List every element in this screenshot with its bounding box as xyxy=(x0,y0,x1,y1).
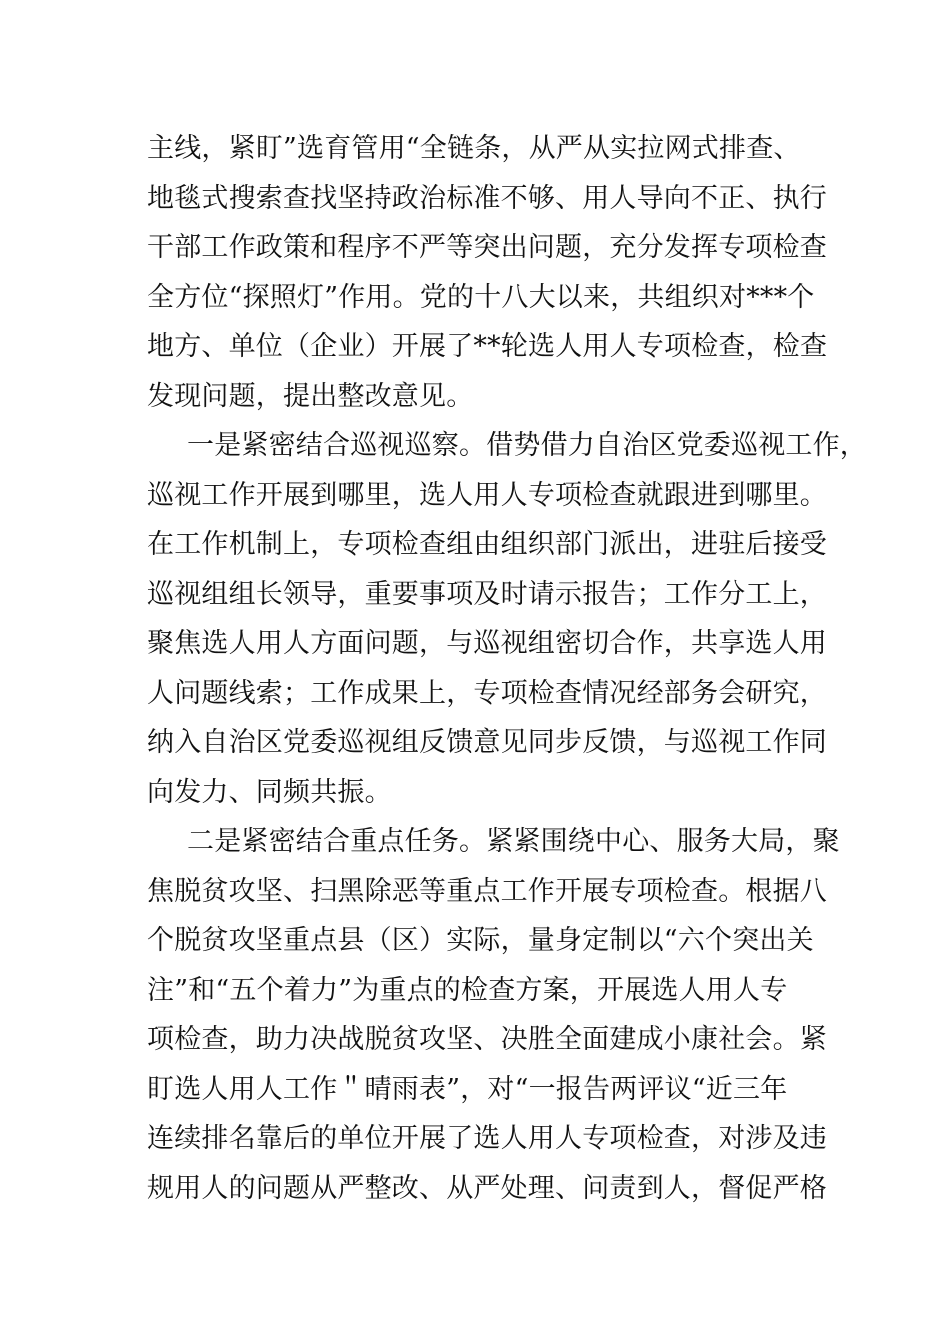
text-line: 干部工作政策和程序不严等突出问题，充分发挥专项检查 xyxy=(147,232,827,263)
text-line: 在工作机制上，专项检查组由组织部门派出，进驻后接受 xyxy=(147,529,827,560)
text-line: 全方位“探照灯”作用。党的十八大以来，共组织对***个 xyxy=(147,281,815,313)
document-body xyxy=(147,124,867,1213)
text-line: 纳入自治区党委巡视组反馈意见同步反馈，与巡视工作同 xyxy=(147,727,827,758)
text-line: 巡视工作开展到哪里，选人用人专项检查就跟进到哪里。 xyxy=(147,479,827,511)
text-line: 聚焦选人用人方面问题，与巡视组密切合作，共享选人用 xyxy=(147,628,827,659)
text-line: 注”和“五个着力”为重点的检查方案，开展选人用人专 xyxy=(147,974,788,1006)
text-line: 向发力、同频共振。 xyxy=(147,776,392,808)
text-line: 主线，紧盯”选育管用“全链条，从严从实拉网式排查、 xyxy=(147,133,801,164)
text-line: 焦脱贫攻坚、扫黑除恶等重点工作开展专项检查。根据八 xyxy=(147,875,827,907)
text-line: 人问题线索；工作成果上，专项检查情况经部务会研究， xyxy=(147,677,827,709)
text-line: 地方、单位（企业）开展了**轮选人用人专项检查，检查 xyxy=(147,331,828,362)
text-line: 巡视组组长领导，重要事项及时请示报告；工作分工上， xyxy=(147,578,827,610)
text-line: 连续排名靠后的单位开展了选人用人专项检查，对涉及违 xyxy=(147,1123,827,1154)
paragraph-first-line: 二是紧密结合重点任务。紧紧围绕中心、服务大局，聚 xyxy=(187,826,840,857)
text-line: 盯选人用人工作＂晴雨表”，对“一报告两评议“近三年 xyxy=(147,1073,788,1105)
paragraph-first-line: 一是紧密结合巡视巡察。借势借力自治区党委巡视工作， xyxy=(187,430,867,461)
text-line: 个脱贫攻坚重点县（区）实际，量身定制以“六个突出关 xyxy=(147,925,814,956)
text-line: 项检查，助力决战脱贫攻坚、决胜全面建成小康社会。紧 xyxy=(147,1024,827,1055)
text-line: 规用人的问题从严整改、从严处理、问责到人，督促严格 xyxy=(147,1172,827,1204)
text-line: 地毯式搜索查找坚持政治标准不够、用人导向不正、执行 xyxy=(147,182,827,214)
text-line: 发现问题，提出整改意见。 xyxy=(147,380,474,412)
